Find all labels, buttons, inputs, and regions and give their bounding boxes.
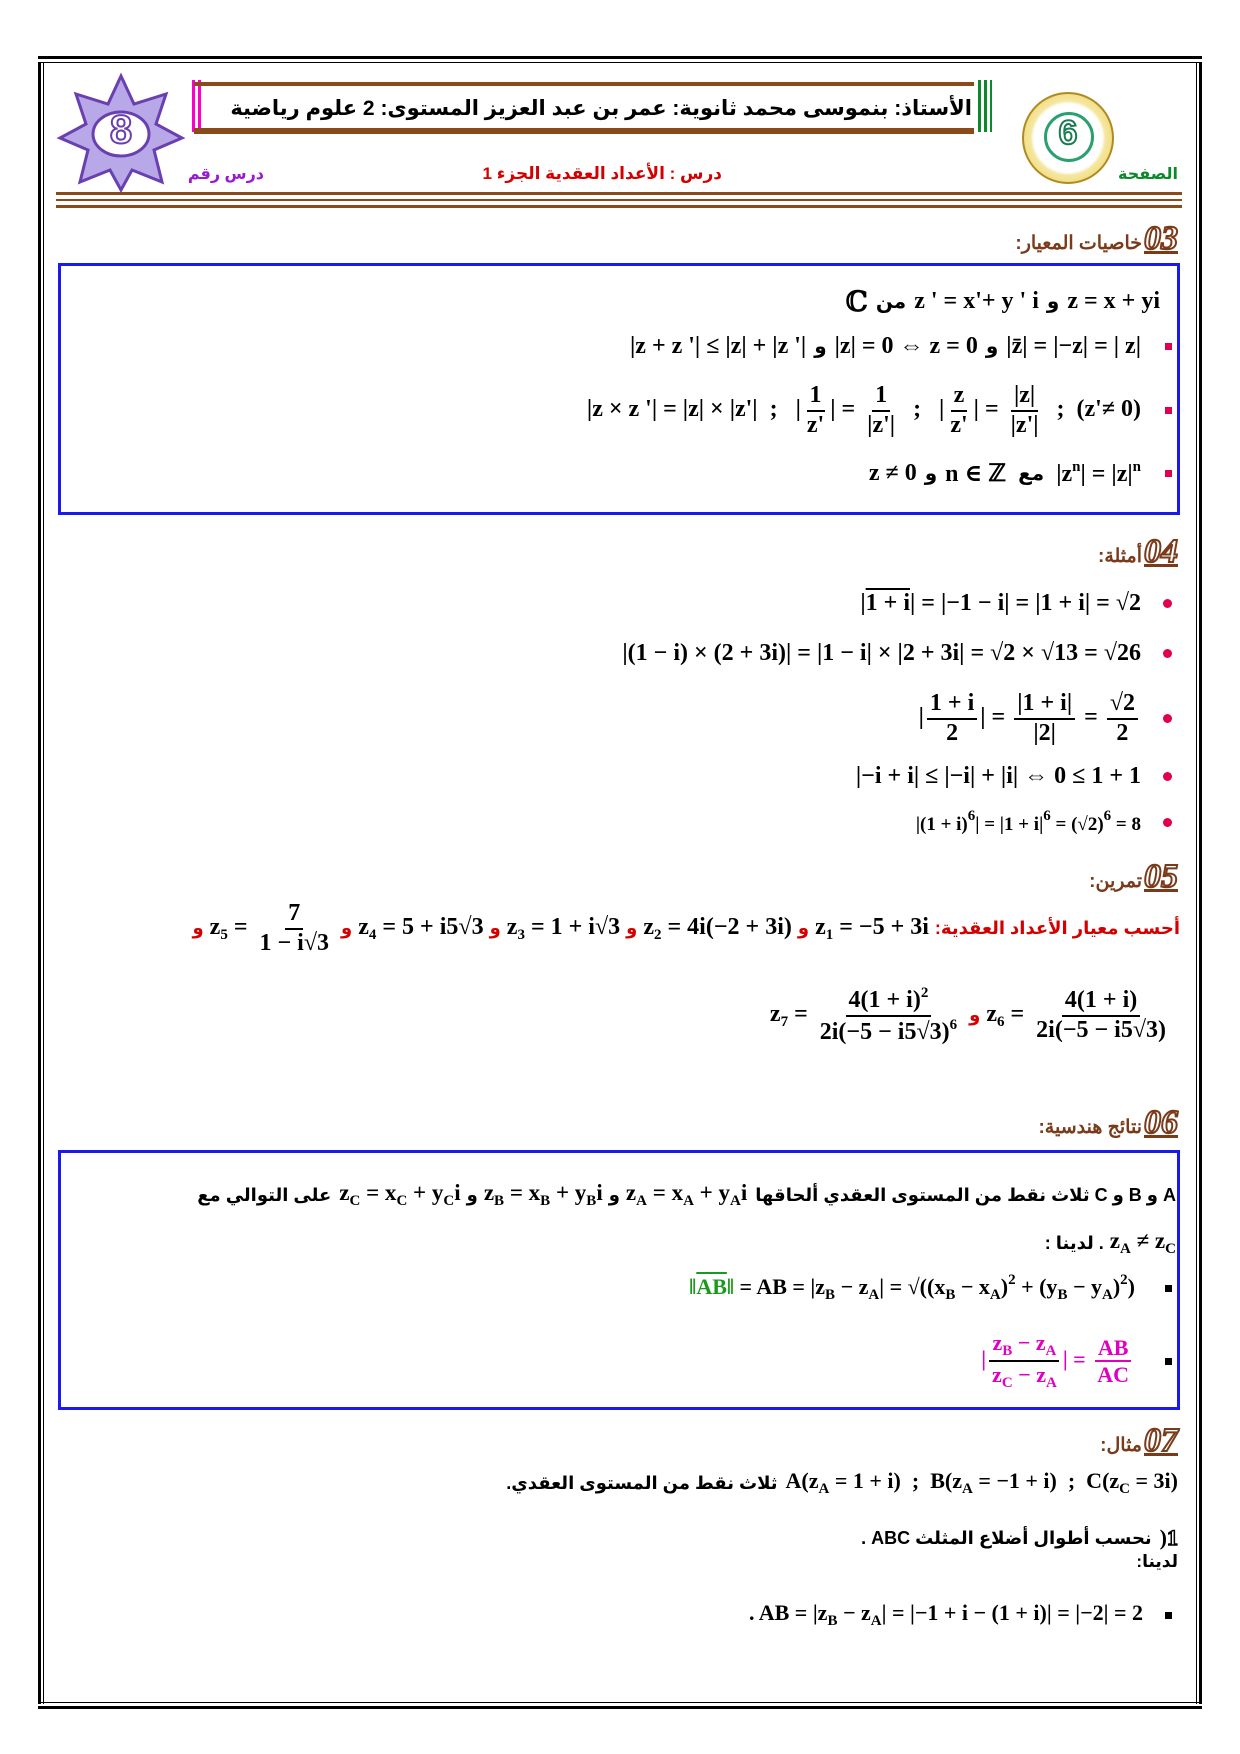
page-number-badge	[1022, 92, 1114, 184]
example-question-1: 1 ) نحسب أطوال أضلاع المثلث ABC .	[861, 1525, 1178, 1550]
section-05-title: 05 تمرين:	[1089, 858, 1178, 895]
right-border-thin	[1196, 62, 1197, 1704]
top-border	[38, 56, 1202, 59]
section-07-title: 07 مثال:	[1100, 1422, 1178, 1459]
example-line-2: |(1 − i) × (2 + 3i)| = |1 − i| × |2 + 3i| = √2 × √13 = √26	[622, 640, 1172, 667]
geometry-line-1: A و B و C ثلاث نقط من المستوى العقدي ألحاقها $z_A = x_A + y_Ai$ و $z_B = x_B + y_Bi$ و $z_C = x_C + y_Ci$ على التوالي مع	[197, 1180, 1176, 1209]
example-we-have: لدينا:	[1136, 1552, 1178, 1571]
example-line-5: $|(1 + i)^6| = |1 + i|^6 = (√2)^6 = 8$	[916, 808, 1172, 836]
example-line-4: |−i + i| ≤ |−i| + |i| ⇔ 0 ≤ 1 + 1	[856, 763, 1172, 790]
example-points: $A(z_A = 1 + i)$ ; $B(z_A = -1 + i)$ ; $C(z_C = 3i)$ ثلاث نقط من المستوى العقدي.	[506, 1468, 1178, 1497]
left-border-thin	[43, 62, 44, 1704]
exercise-line-2: $z_6$ = $\frac{4(1 + i)}{2i(-5 - i5√3)}$ و $z_7$ = $\frac{4(1 + i)^2}{2i(-5 - i5√3)^6}$	[769, 985, 1166, 1045]
header-rule-mid	[194, 128, 974, 134]
props-line-3: $|z^n| = |z|^n$ مع n ∈ ℤ و z ≠ 0	[869, 458, 1172, 488]
page-label: الصفحة	[1117, 166, 1178, 183]
bottom-border-thin	[38, 1702, 1202, 1703]
lesson-number-star	[56, 72, 186, 192]
props-line-1: |z̄| = |−z| = | z| و |z| = 0 ⇔ z = 0 و |z + z '| ≤ |z| + |z '|	[630, 333, 1172, 360]
top-border-thin	[38, 62, 1202, 63]
header-rule-3	[56, 205, 1182, 208]
page-number: 6	[1058, 114, 1078, 152]
section-number: 03	[1144, 220, 1178, 257]
left-border	[38, 62, 41, 1704]
lesson-number: 8	[109, 108, 133, 152]
bottom-border	[38, 1706, 1202, 1709]
example-ab-line: . AB = $|z_B - z_A| = |-1 + i - (1 + i)| = |-2| = 2$	[749, 1600, 1172, 1630]
section-03-title	[1015, 222, 1178, 256]
stripe-left	[192, 80, 204, 132]
exercise-line-1: أحسب معيار الأعداد العقدية: $z_1 = -5 + 3i$ و $z_2 = 4i(-2 + 3i)$ و $z_3 = 1 + i√3$ و $z_4 = 5 + i5√3$ و $z_5$ = $\frac{7}{1 - i√3}$ و	[192, 900, 1180, 956]
lesson-number-label: درس رقم	[187, 166, 264, 183]
section-label: خاصيات المعيار:	[1015, 233, 1142, 255]
right-border	[1199, 62, 1202, 1704]
example-line-1: |1 + i| = |−1 − i| = |1 + i| = √2	[860, 590, 1172, 617]
props-line-2: |z × z '| = |z| × |z'| ; | $\frac{1}{z'}$ | = $\frac{1}{|z'|}$ ; | $\frac{z}{z'}$ | = $\frac{|z|}{|z'|}$ ; (z'≠ 0)	[587, 382, 1172, 439]
example-line-3: | $\frac{1 + i}{2}$ | = $\frac{|1 + i|}{|2|}$ = $\frac{√2}{2}$	[919, 690, 1172, 747]
section-04-title: 04 أمثلة:	[1098, 533, 1178, 570]
exercise-intro: أحسب معيار الأعداد العقدية:	[934, 918, 1180, 939]
lesson-title: درس : الأعداد العقدية الجزء 1	[482, 164, 722, 183]
geometry-line-4: | $\frac{z_B - z_A}{z_C - z_A}$ | = $\frac{AB}{AC}$	[981, 1330, 1172, 1393]
teacher-line: الأستاذ: بنموسى محمد ثانوية: عمر بن عبد العزيز المستوى: 2 علوم رياضية	[230, 97, 972, 120]
geometry-line-2: $z_A \ne z_C$ . لدينا :	[1044, 1228, 1176, 1257]
header-rule-1	[56, 192, 1182, 195]
geometry-line-3: $‖\overline{AB}‖$ = AB = $|z_B - z_A| = √((x_B - x_A)^2 + (y_B - y_A)^2)$	[689, 1272, 1172, 1304]
section-06-title: 06 نتائج هندسية:	[1038, 1104, 1178, 1141]
header-rule-top	[194, 82, 974, 86]
stripe-right	[978, 80, 992, 132]
header-rule-2	[56, 199, 1182, 201]
props-intro: z = x + yi و z ' = x'+ y ' i من ℂ	[845, 285, 1160, 318]
